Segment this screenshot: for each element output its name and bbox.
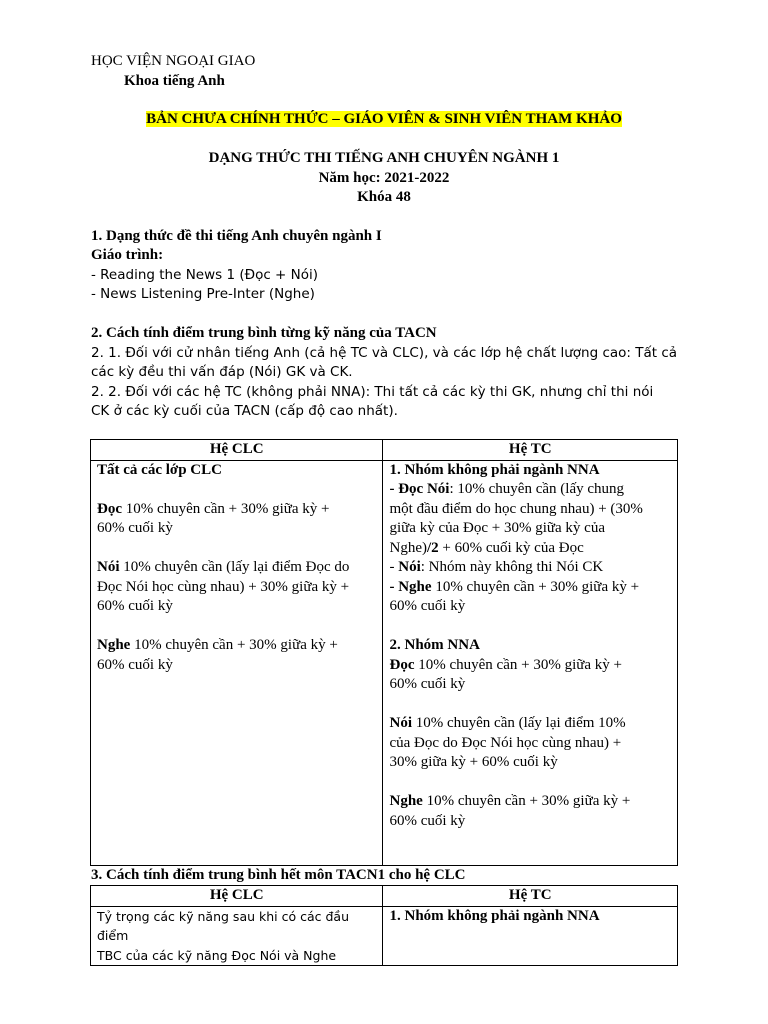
tc-listening: - Nghe 10% chuyên cần + 30% giữa kỳ +: [389, 578, 640, 595]
clc-listening: Nghe 10% chuyên cần + 30% giữa kỳ +: [97, 637, 338, 653]
section2-para2-line1: 2. 2. Đối với các hệ TC (không phải NNA): Thi tất cả các kỳ thi GK, nhưng chỉ thi nói: [91, 384, 654, 400]
skills-score-table: [90, 439, 678, 866]
tc-nna-speaking: Nói 10% chuyên cần (lấy lại điểm 10%: [389, 715, 626, 731]
tc-weight-cell: 1. Nhóm không phải ngành NNA: [383, 906, 678, 966]
clc-title: Tất cả các lớp CLC: [97, 461, 222, 478]
faculty-name: Khoa tiếng Anh: [124, 73, 225, 89]
header-tc: Hệ TC: [383, 440, 678, 461]
tc-cell: 1. Nhóm không phải ngành NNA - Đọc Nói: 10% chuyên cần (lấy chung một đầu điểm do học chung nhau) + (30% giữa kỳ của Đọc + 30% giữa kỳ của Nghe)/2 + 60% cuối kỳ của Đọc - Nói: Nhóm này không thi Nói CK - Nghe 10% chuyên cần + 30% giữa kỳ + 60% cuối kỳ 2. Nhóm NNA Đọc 10% chuyên cần + 30% giữa kỳ + 60% cuối kỳ Nói 10% chuyên cần (lấy lại điểm 10% của Đọc do Đọc Nói học cùng nhau) + 30% giữa kỳ + 60% cuối kỳ Nghe 10% chuyên cần + 30% giữa kỳ + 60% cuối kỳ: [383, 460, 678, 865]
section2-heading: 2. Cách tính điểm trung bình từng kỹ năng của TACN: [91, 325, 437, 341]
cohort: Khóa 48: [357, 189, 411, 205]
tc-group1-title: 1. Nhóm không phải ngành NNA: [389, 461, 600, 478]
header-clc: Hệ CLC: [91, 440, 383, 461]
doc-title: DẠNG THỨC THI TIẾNG ANH CHUYÊN NGÀNH 1: [208, 150, 560, 166]
clc-reading: Đọc 10% chuyên cần + 30% giữa kỳ +: [97, 500, 330, 517]
academic-year: Năm học: 2021-2022: [318, 170, 450, 186]
draft-notice: [0, 110, 768, 130]
clc-weight-cell: Tỷ trọng các kỹ năng sau khi có các đầu điểm TBC của các kỹ năng Đọc Nói và Nghe: [91, 906, 383, 966]
clc-speaking: Nói 10% chuyên cần (lấy lại điểm Đọc do: [97, 559, 350, 575]
tc-reading-speaking: - Đọc Nói: 10% chuyên cần (lấy chung: [389, 481, 625, 497]
section2-para2-line2: CK ở các kỳ cuối của TACN (cấp độ cao nhất).: [91, 403, 398, 419]
section1-subheading: Giáo trình:: [91, 247, 164, 263]
textbook-item: - Reading the News 1 (Đọc + Nói): [91, 267, 319, 283]
tc-speaking: - Nói: Nhóm này không thi Nói CK: [389, 559, 604, 575]
textbook-item: - News Listening Pre-Inter (Nghe): [91, 286, 315, 302]
label-listening: Nghe: [97, 637, 131, 653]
label-speaking: Nói: [97, 559, 120, 575]
tc-group2-title: 2. Nhóm NNA: [389, 637, 480, 653]
clc-cell: Tất cả các lớp CLC Đọc 10% chuyên cần + 30% giữa kỳ + 60% cuối kỳ Nói 10% chuyên cần (lấy lại điểm Đọc do Đọc Nói học cùng nhau) + 30% giữa kỳ + 60% cuối kỳ Nghe 10% chuyên cần + 30% giữa kỳ + 60% cuối kỳ: [91, 460, 383, 865]
header-clc: Hệ CLC: [91, 886, 383, 907]
draft-notice-text: BẢN CHƯA CHÍNH THỨC – GIÁO VIÊN & SINH VIÊN THAM KHẢO: [146, 111, 622, 127]
tc-nna-listening: Nghe 10% chuyên cần + 30% giữa kỳ +: [389, 793, 631, 809]
section2-para1-line1: 2. 1. Đối với cử nhân tiếng Anh (cả hệ TC và CLC), và các lớp hệ chất lượng cao: Tất cả: [91, 345, 678, 361]
header-tc: Hệ TC: [383, 886, 678, 907]
tc-nna-reading: Đọc 10% chuyên cần + 30% giữa kỳ +: [389, 656, 622, 673]
section3-heading: 3. Cách tính điểm trung bình hết môn TACN1 cho hệ CLC: [91, 867, 466, 883]
final-score-table: [90, 885, 678, 966]
label-reading: Đọc: [97, 500, 122, 517]
institution-name: HỌC VIỆN NGOẠI GIAO: [91, 53, 256, 69]
section2-para1-line2: các kỳ đều thi vấn đáp (Nói) GK và CK.: [91, 364, 353, 380]
section1-heading: 1. Dạng thức đề thi tiếng Anh chuyên ngành I: [91, 228, 382, 244]
